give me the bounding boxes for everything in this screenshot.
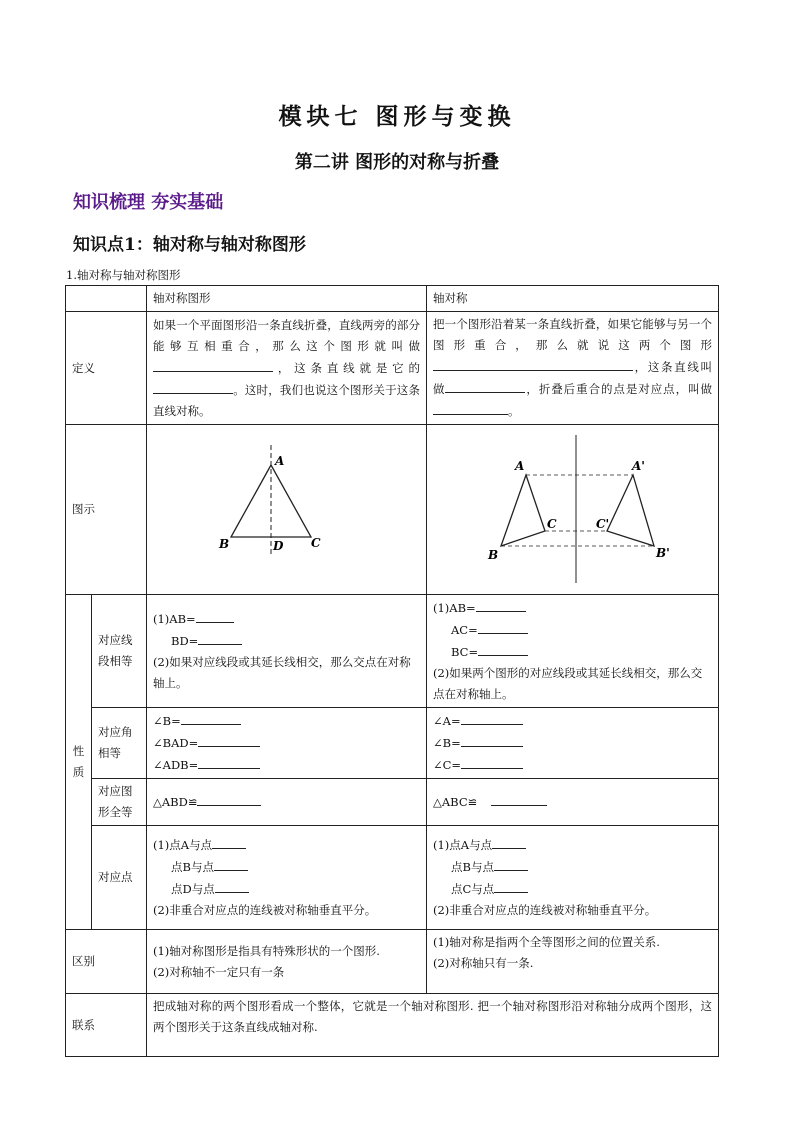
point-symmetry-cell [427, 826, 719, 930]
point-label-a-prime: A' [632, 459, 645, 473]
answer-blank[interactable] [197, 791, 261, 806]
angle-label: 对应角相等 [92, 708, 147, 779]
point-label-c: C [311, 536, 321, 550]
property-label [66, 595, 92, 930]
answer-blank[interactable] [478, 641, 528, 656]
point-item: (1)点A与点 [153, 838, 213, 852]
segment-note: (2)如果对应线段或其延长线相交，那么交点在对称轴上。 [153, 655, 411, 690]
page-title: 模块七 图形与变换 [278, 103, 516, 130]
difference-item: (2)对称轴不一定只有一条 [153, 964, 285, 979]
difference-item: (1)轴对称是指两个全等图形之间的位置关系. [433, 935, 660, 949]
angle-item: ∠A= [433, 714, 461, 728]
property-label-char: 性 [72, 744, 85, 758]
segment-symmetry-cell [427, 595, 719, 708]
point-note: (2)非重合对应点的连线被对称轴垂直平分。 [153, 903, 377, 917]
congruent-label: 对应图形全等 [92, 779, 147, 826]
segment-figure-cell [147, 595, 427, 708]
answer-blank[interactable] [153, 379, 233, 394]
relation-text: 把成轴对称的两个图形看成一个整体，它就是一个轴对称图形. 把一个轴对称图形沿对称轴分成两个图形，这两个图形关于这条直线成轴对称. [147, 994, 719, 1057]
point-item: (1)点A与点 [433, 838, 493, 852]
definition-text: ，这条直线就是它的 [273, 360, 420, 375]
segment-item: AC= [451, 623, 478, 637]
answer-blank[interactable] [478, 619, 528, 634]
answer-blank[interactable] [494, 856, 528, 871]
triangle-abc-prime-shape [607, 475, 654, 546]
answer-blank[interactable] [433, 400, 508, 415]
definition-figure-cell [147, 312, 427, 425]
figure-symmetric-triangles-cell [427, 425, 719, 595]
answer-blank[interactable] [461, 732, 523, 747]
property-label-char: 质 [72, 765, 85, 779]
point-label-c-prime: C' [596, 517, 610, 531]
definition-text: 。 [508, 404, 520, 418]
point-item: 点B与点 [171, 860, 214, 874]
angle-symmetry-cell [427, 708, 719, 779]
definition-text: 把一个图形沿着某一条直线折叠，如果它能够与另一个图形重合，那么就说这两个图形 [433, 317, 712, 352]
symmetry-table [65, 285, 719, 1057]
header-axisymmetric-figure: 轴对称图形 [147, 286, 427, 312]
point-note: (2)非重合对应点的连线被对称轴垂直平分。 [433, 903, 657, 917]
answer-blank[interactable] [198, 732, 260, 747]
angle-item: ∠ADB= [153, 758, 199, 772]
isosceles-triangle-diagram [147, 425, 426, 587]
point-label-d: D [273, 539, 284, 553]
lecture-subtitle: 第二讲 图形的对称与折叠 [294, 152, 500, 173]
difference-figure-cell [147, 930, 427, 994]
segment-item: BD= [171, 634, 199, 648]
answer-blank[interactable] [198, 754, 260, 769]
definition-text: 如果一个平面图形沿一条直线折叠，直线两旁的部分能够互相重合，那么这个图形就叫做 [153, 317, 420, 353]
header-axial-symmetry: 轴对称 [427, 286, 719, 312]
segment-item: (1)AB= [433, 601, 476, 615]
angle-item: ∠B= [153, 714, 181, 728]
point-label-b: B [488, 548, 499, 562]
corresponding-point-label: 对应点 [92, 826, 147, 930]
answer-blank[interactable] [181, 710, 241, 725]
point-label-a: A [515, 459, 525, 473]
congruent-figure-cell [147, 779, 427, 826]
table-caption: 1.轴对称与轴对称图形 [66, 268, 181, 282]
answer-blank[interactable] [196, 608, 234, 623]
segment-label: 对应线段相等 [92, 595, 147, 708]
triangle-abc-shape [501, 475, 545, 546]
definition-text: 。这时，我们也说这个图形关于这条直线对称。 [153, 382, 420, 418]
point-label-b-prime: B' [656, 546, 670, 560]
answer-blank[interactable] [445, 378, 525, 393]
point-item: 点B与点 [451, 860, 494, 874]
segment-item: (1)AB= [153, 612, 196, 626]
answer-blank[interactable] [491, 791, 547, 806]
definition-symmetry-cell [427, 312, 719, 425]
answer-blank[interactable] [494, 878, 528, 893]
difference-item: (1)轴对称图形是指具有特殊形状的一个图形. [153, 943, 380, 958]
angle-item: ∠BAD= [153, 736, 199, 750]
angle-item: ∠B= [433, 736, 461, 750]
section-heading: 知识梳理 夯实基础 [73, 192, 224, 213]
answer-blank[interactable] [476, 597, 526, 612]
relation-label: 联系 [66, 994, 147, 1057]
angle-figure-cell [147, 708, 427, 779]
symmetric-triangles-diagram [427, 425, 718, 587]
point-label-a: A [275, 454, 285, 468]
answer-blank[interactable] [198, 630, 242, 645]
segment-note: (2)如果两个图形的对应线段或其延长线相交，那么交点在对称轴上。 [433, 666, 703, 701]
definition-label: 定义 [66, 312, 147, 425]
point-figure-cell [147, 826, 427, 930]
definition-text: ，这条直线叫做 [433, 360, 712, 396]
answer-blank[interactable] [461, 710, 523, 725]
congruent-symmetry-cell [427, 779, 719, 826]
difference-symmetry-cell [427, 930, 719, 994]
congruent-item: △ABC≌ [433, 795, 478, 809]
congruent-item: △ABD≌ [153, 795, 198, 809]
answer-blank[interactable] [433, 356, 633, 371]
figure-triangle-cell [147, 425, 427, 595]
segment-item: BC= [451, 645, 479, 659]
point-item: 点C与点 [451, 882, 495, 896]
header-empty-cell [66, 286, 147, 312]
answer-blank[interactable] [153, 357, 273, 372]
figure-label: 图示 [66, 425, 147, 595]
definition-text: ，折叠后重合的点是对应点，叫做 [525, 382, 712, 396]
knowledge-point-heading: 知识点1：轴对称与轴对称图形 [73, 235, 306, 255]
point-item: 点D与点 [171, 882, 215, 896]
answer-blank[interactable] [214, 856, 248, 871]
answer-blank[interactable] [461, 754, 523, 769]
point-label-b: B [219, 537, 230, 551]
answer-blank[interactable] [212, 834, 246, 849]
point-label-c: C [547, 517, 557, 531]
answer-blank[interactable] [492, 834, 526, 849]
answer-blank[interactable] [215, 878, 249, 893]
difference-item: (2)对称轴只有一条. [433, 956, 534, 970]
difference-label: 区别 [66, 930, 147, 994]
angle-item: ∠C= [433, 758, 462, 772]
